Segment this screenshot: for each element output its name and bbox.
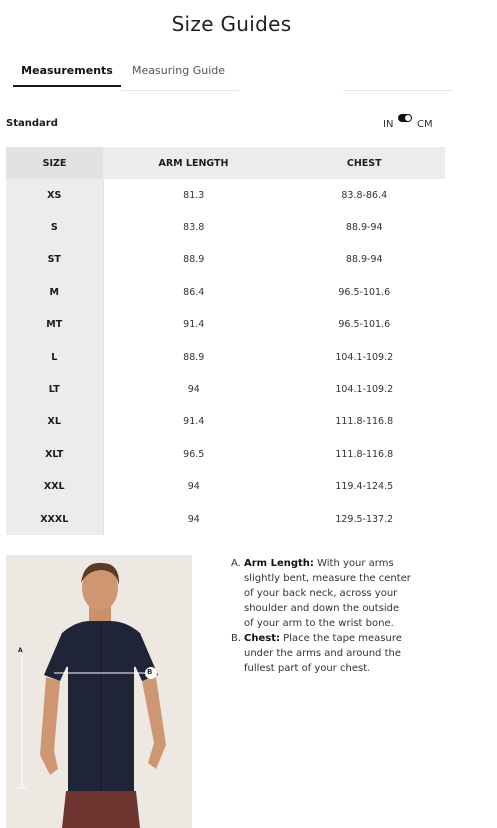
table-row [6, 309, 445, 341]
chest-cell: 119.4-124.5 [335, 481, 394, 493]
chest-cell: 96.5-101.6 [338, 319, 391, 331]
arm-length-cell: 81.3 [183, 189, 205, 201]
size-cell: M [6, 276, 103, 308]
size-cell: XS [6, 179, 103, 211]
table-row [6, 373, 445, 405]
fit-label: Standard [6, 118, 58, 129]
header-size: SIZE [6, 147, 103, 179]
table-row [6, 438, 445, 470]
table-row [6, 244, 445, 276]
instruction-letter: B. [231, 633, 242, 644]
page-title: Size Guides [171, 12, 292, 36]
model-photo [6, 555, 192, 828]
size-cell: S [6, 211, 103, 243]
table-header-row [6, 147, 445, 179]
instruction-letter: A. [231, 558, 241, 569]
marker-b: B [147, 668, 153, 676]
arm-length-cell: 94 [187, 513, 200, 525]
chest-cell: 88.9-94 [345, 222, 383, 234]
unit-cm-label[interactable]: CM [417, 119, 433, 130]
tab-divider [121, 90, 239, 91]
marker-a: A [18, 647, 23, 654]
instruction-term: Arm Length: [244, 558, 314, 569]
size-cell: XLT [6, 438, 103, 470]
tab-divider-right [343, 90, 453, 91]
switch-knob [405, 115, 411, 121]
tab-bar [13, 62, 239, 87]
chest-cell: 88.9-94 [345, 254, 383, 266]
size-cell: XXXL [6, 503, 103, 535]
table-row [6, 503, 445, 535]
arm-length-cell: 86.4 [183, 286, 205, 298]
arm-length-cell: 83.8 [183, 222, 205, 234]
header-arm-length: ARM LENGTH [103, 147, 284, 179]
chest-cell: 83.8-86.4 [341, 189, 388, 201]
size-cell: XL [6, 406, 103, 438]
instruction-text: With your arms slightly bent, measure the center of your back neck, across your shoulder and down the outside of your arm to the wrist bone. [244, 558, 411, 629]
model-illustration [6, 555, 192, 828]
arm-length-cell: 94 [187, 481, 200, 493]
table-row [6, 341, 445, 373]
chest-cell: 111.8-116.8 [335, 416, 394, 428]
unit-switch[interactable] [398, 114, 412, 122]
size-cell: MT [6, 309, 103, 341]
size-cell: L [6, 341, 103, 373]
instruction-text: Place the tape measure under the arms and around the fullest part of your chest. [244, 633, 402, 674]
size-cell: ST [6, 244, 103, 276]
chest-cell: 104.1-109.2 [335, 351, 394, 363]
chest-cell: 111.8-116.8 [335, 448, 394, 460]
arm-length-cell: 94 [187, 384, 200, 396]
instruction-term: Chest: [244, 633, 280, 644]
arm-length-cell: 88.9 [183, 254, 205, 266]
tab-measuring-guide[interactable]: Measuring Guide [132, 64, 226, 77]
size-table [6, 147, 445, 535]
chest-cell: 129.5-137.2 [335, 513, 394, 525]
unit-in-label[interactable]: IN [383, 119, 394, 130]
instruction-chest [231, 631, 411, 676]
instruction-arm-length [231, 556, 411, 631]
arm-length-cell: 88.9 [183, 351, 205, 363]
table-row [6, 179, 445, 211]
table-row [6, 276, 445, 308]
size-cell: LT [6, 373, 103, 405]
header-chest: CHEST [284, 147, 445, 179]
tab-measurements[interactable]: Measurements [13, 62, 121, 87]
table-row [6, 211, 445, 243]
chest-cell: 104.1-109.2 [335, 384, 394, 396]
arm-length-cell: 91.4 [183, 416, 205, 428]
table-row [6, 406, 445, 438]
arm-length-cell: 96.5 [183, 448, 205, 460]
table-row [6, 471, 445, 503]
chest-cell: 96.5-101.6 [338, 286, 391, 298]
measuring-instructions [231, 556, 411, 676]
arm-length-cell: 91.4 [183, 319, 205, 331]
size-cell: XXL [6, 471, 103, 503]
